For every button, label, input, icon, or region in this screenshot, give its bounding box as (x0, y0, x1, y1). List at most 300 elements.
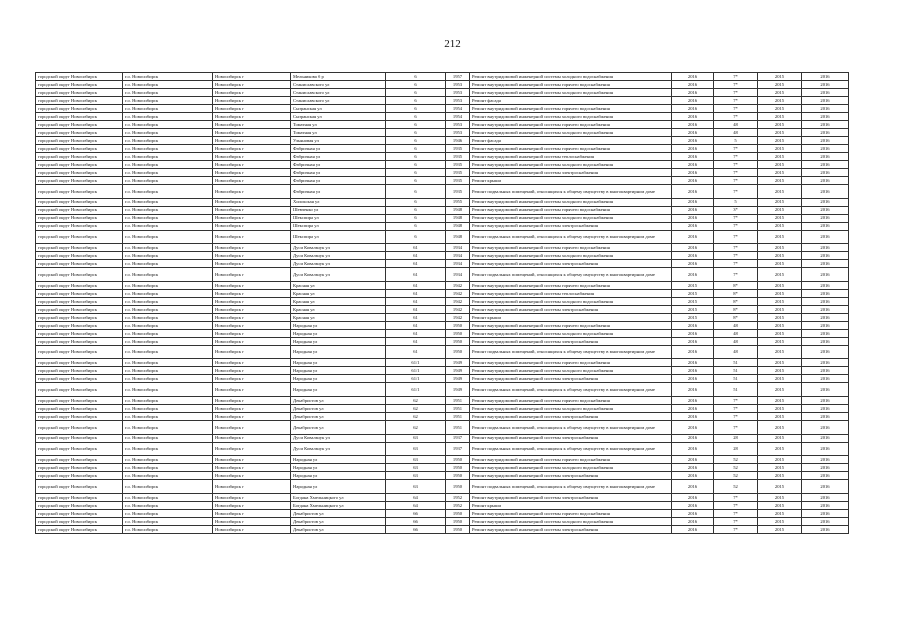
plan-year-cell: 2016 (672, 105, 714, 113)
settlement-cell: г.о. Новосибирск (123, 480, 213, 494)
municipality-cell: городской округ Новосибирск (36, 501, 123, 509)
work-type-cell: Ремонт внутридомовой инженерной системы горячего водоснабжения (470, 396, 672, 404)
start-year-cell: 2015 (758, 367, 802, 375)
table-row (36, 230, 849, 244)
plan-year-cell: 2016 (672, 375, 714, 383)
category-cell: 7* (714, 404, 758, 412)
page-number: 212 (444, 38, 461, 50)
category-cell: 7* (714, 501, 758, 509)
settlement-cell: г.о. Новосибирск (123, 420, 213, 434)
settlement-cell: г.о. Новосибирск (123, 442, 213, 456)
plan-year-cell: 2016 (672, 345, 714, 359)
municipality-cell: городской округ Новосибирск (36, 509, 123, 517)
settlement-cell: г.о. Новосибирск (123, 153, 213, 161)
start-year-cell: 2015 (758, 412, 802, 420)
start-year-cell: 2015 (758, 145, 802, 153)
end-year-cell: 2016 (802, 434, 849, 442)
house-number-cell: 63 (386, 456, 446, 464)
locality-cell: Новосибирск г (213, 375, 291, 383)
work-type-cell: Ремонт внутридомовой инженерной системы холодного водоснабжения (470, 89, 672, 97)
table-row (36, 321, 849, 329)
start-year-cell: 2015 (758, 442, 802, 456)
street-cell: Богдана Хмельницкого ул (291, 493, 386, 501)
table-row (36, 464, 849, 472)
locality-cell: Новосибирск г (213, 383, 291, 397)
locality-cell: Новосибирск г (213, 145, 291, 153)
table-row (36, 169, 849, 177)
build-year-cell: 1953 (446, 121, 470, 129)
plan-year-cell: 2016 (672, 337, 714, 345)
house-number-cell: 63 (386, 442, 446, 456)
table-row (36, 375, 849, 383)
house-number-cell: 61 (386, 252, 446, 260)
category-cell: 48 (714, 345, 758, 359)
settlement-cell: г.о. Новосибирск (123, 321, 213, 329)
house-number-cell: 62 (386, 420, 446, 434)
build-year-cell: 1949 (446, 375, 470, 383)
work-type-cell: Ремонт фасада (470, 137, 672, 145)
plan-year-cell: 2016 (672, 145, 714, 153)
locality-cell: Новосибирск г (213, 252, 291, 260)
locality-cell: Новосибирск г (213, 434, 291, 442)
build-year-cell: 1950 (446, 329, 470, 337)
municipality-cell: городской округ Новосибирск (36, 359, 123, 367)
build-year-cell: 1942 (446, 313, 470, 321)
house-number-cell: 61 (386, 305, 446, 313)
end-year-cell: 2016 (802, 396, 849, 404)
category-cell: 28 (714, 434, 758, 442)
street-cell: Красная ул (291, 305, 386, 313)
street-cell: Шекспира ул (291, 222, 386, 230)
plan-year-cell: 2016 (672, 230, 714, 244)
start-year-cell: 2015 (758, 113, 802, 121)
locality-cell: Новосибирск г (213, 105, 291, 113)
municipality-cell: городской округ Новосибирск (36, 230, 123, 244)
house-number-cell: 63 (386, 464, 446, 472)
settlement-cell: г.о. Новосибирск (123, 434, 213, 442)
repair-schedule-table-wrap (35, 72, 848, 534)
build-year-cell: 1942 (446, 289, 470, 297)
start-year-cell: 2015 (758, 383, 802, 397)
work-type-cell: Ремонт внутридомовой инженерной системы холодного водоснабжения (470, 517, 672, 525)
table-row (36, 501, 849, 509)
end-year-cell: 2016 (802, 268, 849, 282)
plan-year-cell: 2016 (672, 464, 714, 472)
municipality-cell: городской округ Новосибирск (36, 161, 123, 169)
settlement-cell: г.о. Новосибирск (123, 177, 213, 185)
plan-year-cell: 2016 (672, 367, 714, 375)
table-row (36, 367, 849, 375)
plan-year-cell: 2016 (672, 434, 714, 442)
plan-year-cell: 2016 (672, 185, 714, 199)
start-year-cell: 2015 (758, 337, 802, 345)
plan-year-cell: 2016 (672, 456, 714, 464)
house-number-cell: 6 (386, 185, 446, 199)
plan-year-cell: 2016 (672, 493, 714, 501)
table-row (36, 434, 849, 442)
build-year-cell: 1953 (446, 89, 470, 97)
settlement-cell: г.о. Новосибирск (123, 113, 213, 121)
settlement-cell: г.о. Новосибирск (123, 501, 213, 509)
end-year-cell: 2016 (802, 177, 849, 185)
table-row (36, 289, 849, 297)
start-year-cell: 2015 (758, 493, 802, 501)
plan-year-cell: 2015 (672, 297, 714, 305)
table-row (36, 89, 849, 97)
work-type-cell: Ремонт внутридомовой инженерной системы холодного водоснабжения (470, 464, 672, 472)
work-type-cell: Ремонт внутридомовой инженерной системы горячего водоснабжения (470, 145, 672, 153)
end-year-cell: 2016 (802, 420, 849, 434)
locality-cell: Новосибирск г (213, 337, 291, 345)
locality-cell: Новосибирск г (213, 472, 291, 480)
work-type-cell: Ремонт внутридомовой инженерной системы холодного водоснабжения (470, 214, 672, 222)
locality-cell: Новосибирск г (213, 464, 291, 472)
street-cell: Сызранская ул (291, 113, 386, 121)
settlement-cell: г.о. Новосибирск (123, 97, 213, 105)
street-cell: Ульяновая ул (291, 137, 386, 145)
build-year-cell: 1951 (446, 404, 470, 412)
house-number-cell: 61 (386, 260, 446, 268)
start-year-cell: 2015 (758, 281, 802, 289)
end-year-cell: 2016 (802, 281, 849, 289)
municipality-cell: городской округ Новосибирск (36, 153, 123, 161)
locality-cell: Новосибирск г (213, 169, 291, 177)
house-number-cell: 6 (386, 145, 446, 153)
start-year-cell: 2015 (758, 89, 802, 97)
start-year-cell: 2015 (758, 305, 802, 313)
street-cell: Красная ул (291, 281, 386, 289)
start-year-cell: 2015 (758, 289, 802, 297)
house-number-cell: 64 (386, 493, 446, 501)
work-type-cell: Ремонт внутридомовой инженерной системы электроснабжения (470, 493, 672, 501)
build-year-cell: 1950 (446, 321, 470, 329)
table-row (36, 97, 849, 105)
street-cell: Хилокская ул (291, 198, 386, 206)
locality-cell: Новосибирск г (213, 137, 291, 145)
table-row (36, 305, 849, 313)
build-year-cell: 1954 (446, 105, 470, 113)
house-number-cell: 61/1 (386, 375, 446, 383)
plan-year-cell: 2015 (672, 289, 714, 297)
house-number-cell: 6 (386, 206, 446, 214)
repair-schedule-table (35, 72, 849, 534)
start-year-cell: 2015 (758, 260, 802, 268)
start-year-cell: 2015 (758, 396, 802, 404)
start-year-cell: 2015 (758, 121, 802, 129)
settlement-cell: г.о. Новосибирск (123, 345, 213, 359)
street-cell: Декабристов ул (291, 420, 386, 434)
locality-cell: Новосибирск г (213, 161, 291, 169)
end-year-cell: 2016 (802, 329, 849, 337)
end-year-cell: 2016 (802, 97, 849, 105)
locality-cell: Новосибирск г (213, 305, 291, 313)
start-year-cell: 2015 (758, 169, 802, 177)
category-cell: 7* (714, 517, 758, 525)
settlement-cell: г.о. Новосибирск (123, 289, 213, 297)
category-cell: 7* (714, 97, 758, 105)
end-year-cell: 2016 (802, 525, 849, 533)
start-year-cell: 2015 (758, 359, 802, 367)
start-year-cell: 2015 (758, 321, 802, 329)
table-row (36, 121, 849, 129)
table-row (36, 81, 849, 89)
street-cell: Мельникова б р (291, 73, 386, 81)
end-year-cell: 2016 (802, 89, 849, 97)
table-row (36, 297, 849, 305)
start-year-cell: 2015 (758, 214, 802, 222)
end-year-cell: 2016 (802, 493, 849, 501)
street-cell: Красная ул (291, 297, 386, 305)
plan-year-cell: 2016 (672, 244, 714, 252)
start-year-cell: 2015 (758, 81, 802, 89)
build-year-cell: 1955 (446, 198, 470, 206)
category-cell: 5 (714, 137, 758, 145)
table-row (36, 222, 849, 230)
end-year-cell: 2016 (802, 206, 849, 214)
category-cell: 7* (714, 268, 758, 282)
plan-year-cell: 2016 (672, 509, 714, 517)
municipality-cell: городской округ Новосибирск (36, 396, 123, 404)
house-number-cell: 6 (386, 121, 446, 129)
street-cell: Богдана Хмельницкого ул (291, 501, 386, 509)
build-year-cell: 1942 (446, 305, 470, 313)
category-cell: 7* (714, 73, 758, 81)
settlement-cell: г.о. Новосибирск (123, 81, 213, 89)
locality-cell: Новосибирск г (213, 442, 291, 456)
build-year-cell: 1950 (446, 345, 470, 359)
street-cell: Народная ул (291, 345, 386, 359)
municipality-cell: городской округ Новосибирск (36, 375, 123, 383)
table-row (36, 268, 849, 282)
municipality-cell: городской округ Новосибирск (36, 185, 123, 199)
street-cell: Декабристов ул (291, 509, 386, 517)
category-cell: 48 (714, 121, 758, 129)
work-type-cell: Ремонт внутридомовой инженерной системы холодного водоснабжения (470, 198, 672, 206)
end-year-cell: 2016 (802, 81, 849, 89)
house-number-cell: 6 (386, 105, 446, 113)
locality-cell: Новосибирск г (213, 525, 291, 533)
start-year-cell: 2015 (758, 472, 802, 480)
build-year-cell: 1948 (446, 206, 470, 214)
street-cell: Народная ул (291, 375, 386, 383)
plan-year-cell: 2016 (672, 129, 714, 137)
table-row (36, 480, 849, 494)
end-year-cell: 2016 (802, 442, 849, 456)
work-type-cell: Ремонт внутридомовой инженерной системы теплоснабжения (470, 289, 672, 297)
street-cell: Фабричная ул (291, 145, 386, 153)
settlement-cell: г.о. Новосибирск (123, 161, 213, 169)
plan-year-cell: 2016 (672, 121, 714, 129)
build-year-cell: 1948 (446, 230, 470, 244)
locality-cell: Новосибирск г (213, 420, 291, 434)
house-number-cell: 61 (386, 297, 446, 305)
table-row (36, 359, 849, 367)
house-number-cell: 61 (386, 244, 446, 252)
municipality-cell: городской округ Новосибирск (36, 73, 123, 81)
work-type-cell: Ремонт подвальных помещений, относящихся к общему имуществу в многоквартирном доме (470, 420, 672, 434)
plan-year-cell: 2016 (672, 222, 714, 230)
table-row (36, 113, 849, 121)
locality-cell: Новосибирск г (213, 289, 291, 297)
municipality-cell: городской округ Новосибирск (36, 464, 123, 472)
street-cell: Народная ул (291, 472, 386, 480)
build-year-cell: 1935 (446, 177, 470, 185)
plan-year-cell: 2016 (672, 268, 714, 282)
house-number-cell: 64 (386, 501, 446, 509)
settlement-cell: г.о. Новосибирск (123, 297, 213, 305)
plan-year-cell: 2016 (672, 321, 714, 329)
municipality-cell: городской округ Новосибирск (36, 206, 123, 214)
settlement-cell: г.о. Новосибирск (123, 145, 213, 153)
end-year-cell: 2016 (802, 501, 849, 509)
end-year-cell: 2016 (802, 73, 849, 81)
end-year-cell: 2016 (802, 161, 849, 169)
street-cell: Шекспира ул (291, 214, 386, 222)
table-row (36, 145, 849, 153)
build-year-cell: 1935 (446, 161, 470, 169)
build-year-cell: 1948 (446, 222, 470, 230)
street-cell: Дуси Ковальчук ул (291, 244, 386, 252)
end-year-cell: 2016 (802, 367, 849, 375)
end-year-cell: 2016 (802, 321, 849, 329)
locality-cell: Новосибирск г (213, 396, 291, 404)
locality-cell: Новосибирск г (213, 329, 291, 337)
house-number-cell: 66 (386, 517, 446, 525)
start-year-cell: 2015 (758, 375, 802, 383)
start-year-cell: 2015 (758, 345, 802, 359)
plan-year-cell: 2016 (672, 501, 714, 509)
house-number-cell: 61 (386, 289, 446, 297)
work-type-cell: Ремонт подвальных помещений, относящихся к общему имуществу в многоквартирном доме (470, 268, 672, 282)
end-year-cell: 2016 (802, 509, 849, 517)
table-row (36, 105, 849, 113)
work-type-cell: Ремонт внутридомовой инженерной системы холодного водоснабжения (470, 367, 672, 375)
municipality-cell: городской округ Новосибирск (36, 121, 123, 129)
table-body (36, 73, 849, 534)
settlement-cell: г.о. Новосибирск (123, 383, 213, 397)
street-cell: Сызранская ул (291, 105, 386, 113)
table-row (36, 153, 849, 161)
house-number-cell: 61 (386, 337, 446, 345)
house-number-cell: 61/1 (386, 359, 446, 367)
municipality-cell: городской округ Новосибирск (36, 412, 123, 420)
build-year-cell: 1937 (446, 442, 470, 456)
settlement-cell: г.о. Новосибирск (123, 329, 213, 337)
plan-year-cell: 2016 (672, 329, 714, 337)
settlement-cell: г.о. Новосибирск (123, 412, 213, 420)
street-cell: Декабристов ул (291, 396, 386, 404)
work-type-cell: Ремонт внутридомовой инженерной системы электроснабжения (470, 472, 672, 480)
build-year-cell: 1953 (446, 81, 470, 89)
locality-cell: Новосибирск г (213, 198, 291, 206)
house-number-cell: 61 (386, 281, 446, 289)
start-year-cell: 2015 (758, 73, 802, 81)
category-cell: 7* (714, 153, 758, 161)
house-number-cell: 61 (386, 345, 446, 359)
start-year-cell: 2015 (758, 177, 802, 185)
plan-year-cell: 2016 (672, 206, 714, 214)
work-type-cell: Ремонт внутридомовой инженерной системы электроснабжения (470, 337, 672, 345)
table-row (36, 244, 849, 252)
category-cell: 7* (714, 244, 758, 252)
locality-cell: Новосибирск г (213, 222, 291, 230)
plan-year-cell: 2016 (672, 97, 714, 105)
build-year-cell: 1950 (446, 472, 470, 480)
municipality-cell: городской округ Новосибирск (36, 367, 123, 375)
work-type-cell: Ремонт внутридомовой инженерной системы горячего водоснабжения (470, 359, 672, 367)
locality-cell: Новосибирск г (213, 501, 291, 509)
settlement-cell: г.о. Новосибирск (123, 129, 213, 137)
house-number-cell: 61/1 (386, 367, 446, 375)
locality-cell: Новосибирск г (213, 153, 291, 161)
house-number-cell: 66 (386, 525, 446, 533)
category-cell: 7* (714, 105, 758, 113)
end-year-cell: 2016 (802, 129, 849, 137)
plan-year-cell: 2016 (672, 383, 714, 397)
work-type-cell: Ремонт внутридомовой инженерной системы холодного водоснабжения (470, 252, 672, 260)
house-number-cell: 6 (386, 153, 446, 161)
category-cell: 7* (714, 89, 758, 97)
locality-cell: Новосибирск г (213, 121, 291, 129)
end-year-cell: 2016 (802, 244, 849, 252)
house-number-cell: 62 (386, 404, 446, 412)
build-year-cell: 1942 (446, 297, 470, 305)
build-year-cell: 1952 (446, 493, 470, 501)
plan-year-cell: 2016 (672, 161, 714, 169)
build-year-cell: 1951 (446, 396, 470, 404)
build-year-cell: 1950 (446, 517, 470, 525)
start-year-cell: 2015 (758, 244, 802, 252)
municipality-cell: городской округ Новосибирск (36, 434, 123, 442)
work-type-cell: Ремонт внутридомовой инженерной системы электроснабжения (470, 375, 672, 383)
plan-year-cell: 2016 (672, 89, 714, 97)
house-number-cell: 6 (386, 230, 446, 244)
house-number-cell: 61 (386, 329, 446, 337)
work-type-cell: Ремонт внутридомовой инженерной системы теплоснабжения (470, 153, 672, 161)
municipality-cell: городской округ Новосибирск (36, 329, 123, 337)
work-type-cell: Ремонт подвальных помещений, относящихся к общему имуществу в многоквартирном доме (470, 230, 672, 244)
build-year-cell: 1953 (446, 97, 470, 105)
plan-year-cell: 2016 (672, 177, 714, 185)
street-cell: Фабричная ул (291, 177, 386, 185)
house-number-cell: 6 (386, 198, 446, 206)
municipality-cell: городской округ Новосибирск (36, 383, 123, 397)
locality-cell: Новосибирск г (213, 493, 291, 501)
street-cell: Фабричная ул (291, 169, 386, 177)
plan-year-cell: 2016 (672, 359, 714, 367)
house-number-cell: 6 (386, 113, 446, 121)
municipality-cell: городской округ Новосибирск (36, 313, 123, 321)
category-cell: 51 (714, 367, 758, 375)
table-row (36, 252, 849, 260)
work-type-cell: Ремонт внутридомовой инженерной системы горячего водоснабжения (470, 281, 672, 289)
start-year-cell: 2015 (758, 501, 802, 509)
work-type-cell: Ремонт внутридомовой инженерной системы горячего водоснабжения (470, 456, 672, 464)
street-cell: Декабристов ул (291, 412, 386, 420)
work-type-cell: Ремонт внутридомовой инженерной системы горячего водоснабжения (470, 244, 672, 252)
build-year-cell: 1948 (446, 214, 470, 222)
municipality-cell: городской округ Новосибирск (36, 480, 123, 494)
street-cell: Дуси Ковальчук ул (291, 252, 386, 260)
municipality-cell: городской округ Новосибирск (36, 456, 123, 464)
build-year-cell: 1950 (446, 509, 470, 517)
municipality-cell: городской округ Новосибирск (36, 517, 123, 525)
table-row (36, 73, 849, 81)
plan-year-cell: 2016 (672, 252, 714, 260)
start-year-cell: 2015 (758, 252, 802, 260)
municipality-cell: городской округ Новосибирск (36, 252, 123, 260)
work-type-cell: Ремонт внутридомовой инженерной системы электроснабжения (470, 525, 672, 533)
